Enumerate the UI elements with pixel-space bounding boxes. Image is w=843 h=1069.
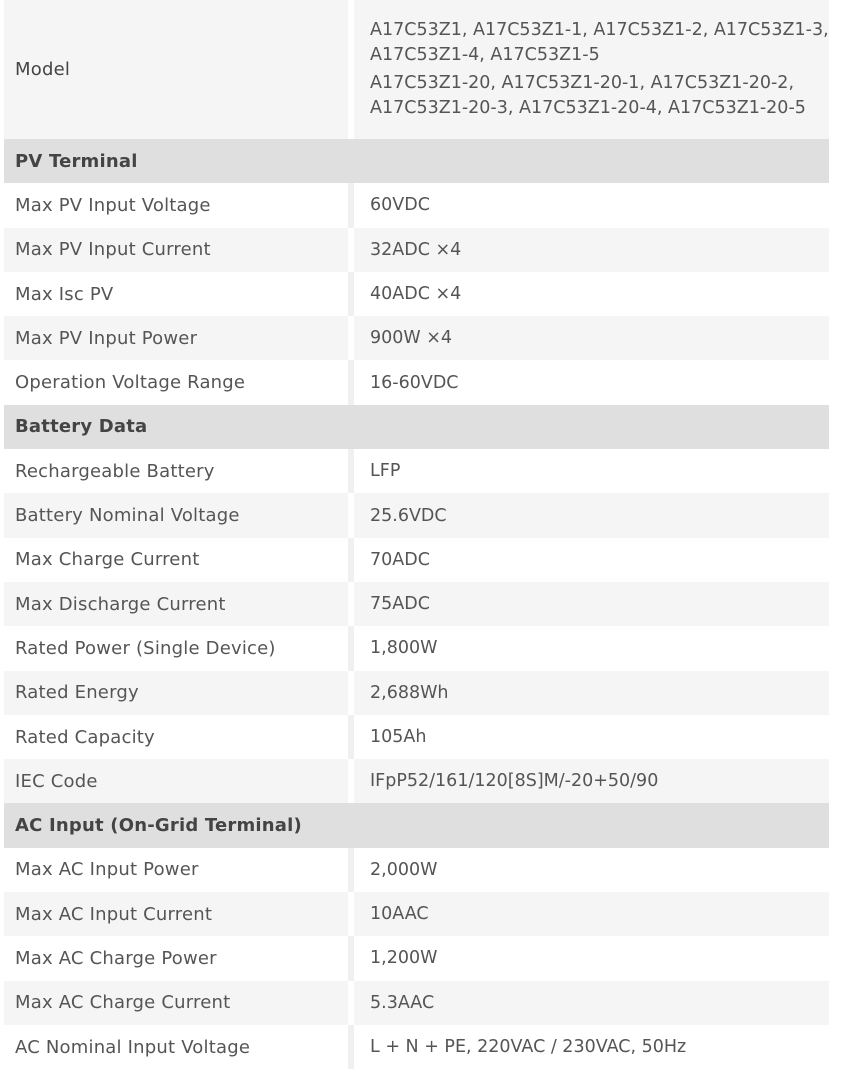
row-label: Battery Nominal Voltage xyxy=(15,505,240,527)
table-row xyxy=(4,316,829,360)
table-row xyxy=(4,360,829,404)
row-label: Max AC Input Current xyxy=(15,903,213,925)
row-label: Rated Energy xyxy=(15,682,139,704)
row-value: 5.3AAC xyxy=(370,992,435,1013)
row-label: Rated Power (Single Device) xyxy=(15,637,276,659)
row-label: Max Isc PV xyxy=(15,283,114,305)
row-value: 1,800W xyxy=(370,638,438,659)
table-row xyxy=(4,272,829,316)
table-row xyxy=(4,493,829,537)
table-row xyxy=(4,981,829,1025)
row-value: 2,688Wh xyxy=(370,682,449,703)
row-value: 1,200W xyxy=(370,948,438,969)
row-value: L + N + PE, 220VAC / 230VAC, 50Hz xyxy=(370,1037,687,1058)
model-line: A17C53Z1-20, A17C53Z1-20-1, A17C53Z1-20-2, xyxy=(370,72,795,93)
row-value: 2,000W xyxy=(370,859,438,880)
model-label: Model xyxy=(15,59,71,80)
section-title: AC Input (On-Grid Terminal) xyxy=(15,815,302,837)
table-row xyxy=(4,582,829,626)
section-title: PV Terminal xyxy=(15,150,138,172)
row-label: IEC Code xyxy=(15,770,98,792)
table-row xyxy=(4,892,829,936)
row-value: 70ADC xyxy=(370,549,430,570)
row-label: Operation Voltage Range xyxy=(15,372,246,394)
table-row xyxy=(4,671,829,715)
model-group-2 xyxy=(370,71,829,121)
row-value: 60VDC xyxy=(370,195,430,216)
row-value: 25.6VDC xyxy=(370,505,447,526)
row-value: 10AAC xyxy=(370,904,429,925)
table-row xyxy=(4,936,829,980)
table-row xyxy=(4,626,829,670)
section-header-pv xyxy=(4,139,829,183)
table-row xyxy=(4,1025,829,1069)
row-label: Max Charge Current xyxy=(15,549,200,571)
row-value: 16-60VDC xyxy=(370,372,459,393)
model-values xyxy=(354,16,829,124)
section-header-battery xyxy=(4,405,829,449)
table-row xyxy=(4,759,829,803)
row-label: Max AC Charge Current xyxy=(15,992,231,1014)
row-label: Max PV Input Power xyxy=(15,327,198,349)
row-value: 105Ah xyxy=(370,727,427,747)
model-group-1 xyxy=(370,18,829,68)
row-value: 75ADC xyxy=(370,594,430,615)
row-value: 32ADC ×4 xyxy=(370,239,462,260)
section-header-ac-input xyxy=(4,803,829,847)
row-label: Max PV Input Voltage xyxy=(15,194,211,216)
spec-table xyxy=(4,0,829,1069)
section-title: Battery Data xyxy=(15,416,148,438)
row-label: AC Nominal Input Voltage xyxy=(15,1036,251,1058)
model-line: A17C53Z1-20-3, A17C53Z1-20-4, A17C53Z1-20-5 xyxy=(370,97,806,118)
row-value: LFP xyxy=(370,461,401,482)
row-label: Max AC Charge Power xyxy=(15,947,217,969)
model-row xyxy=(4,0,829,139)
row-value: IFpP52/161/120[8S]M/-20+50/90 xyxy=(370,771,659,792)
model-line: A17C53Z1, A17C53Z1-1, A17C53Z1-2, A17C53Z1-3, xyxy=(370,19,829,40)
table-row xyxy=(4,449,829,493)
row-value: 900W ×4 xyxy=(370,328,453,349)
row-value: 40ADC ×4 xyxy=(370,284,462,305)
table-row xyxy=(4,183,829,227)
table-row xyxy=(4,538,829,582)
row-label: Rechargeable Battery xyxy=(15,460,215,482)
row-label: Rated Capacity xyxy=(15,726,155,748)
row-label: Max Discharge Current xyxy=(15,593,226,615)
table-row xyxy=(4,848,829,892)
table-row xyxy=(4,715,829,759)
row-label: Max AC Input Power xyxy=(15,859,199,881)
table-row xyxy=(4,228,829,272)
row-label: Max PV Input Current xyxy=(15,239,211,261)
model-line: A17C53Z1-4, A17C53Z1-5 xyxy=(370,44,600,65)
